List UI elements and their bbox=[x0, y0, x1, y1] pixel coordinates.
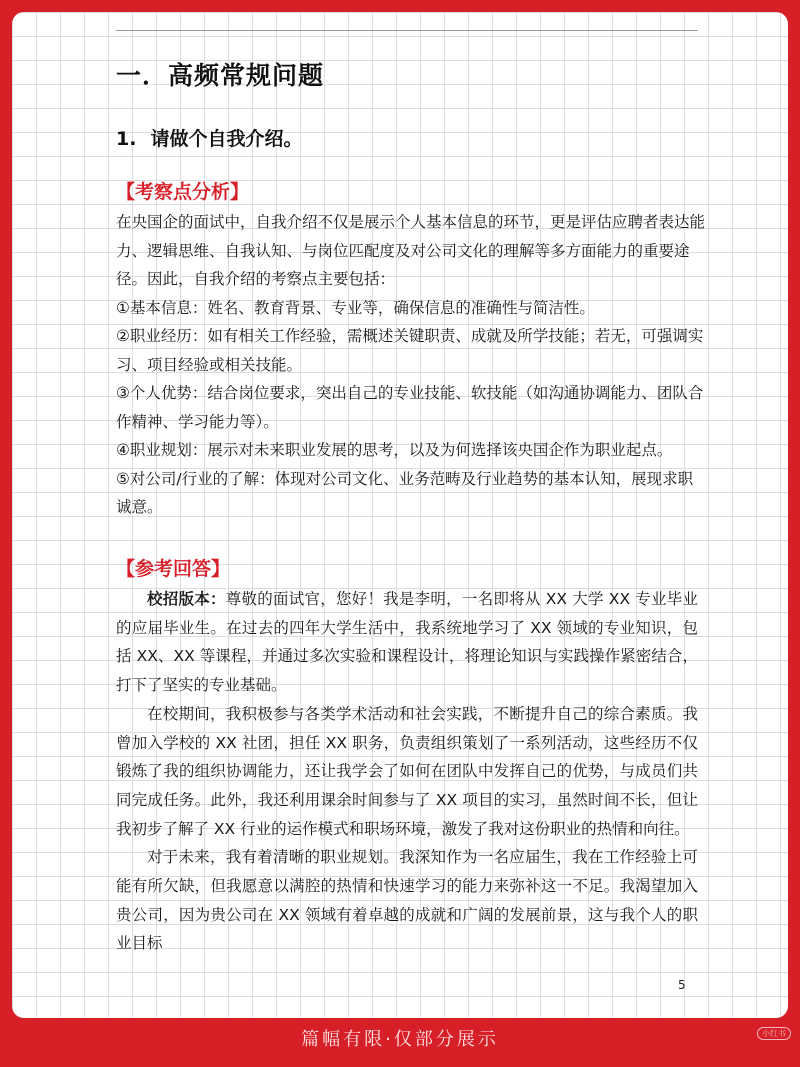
analysis-point: ②职业经历：如有相关工作经验，需概述关键职责、成就及所学技能；若无，可强调实习、项目经验或相关技能。 bbox=[116, 327, 704, 374]
footer-banner: 篇幅有限·仅部分展示 bbox=[301, 1029, 499, 1050]
analysis-point: ①基本信息：姓名、教育背景、专业等，确保信息的准确性与简洁性。 bbox=[116, 298, 595, 317]
header-divider bbox=[116, 30, 698, 31]
analysis-intro: 在央国企的面试中，自我介绍不仅是展示个人基本信息的环节，更是评估应聘者表达能力、逻辑思维、自我认知、与岗位匹配度及对公司文化的理解等多方面能力的重要途径。因此，自我介绍的考察点主要包括： bbox=[116, 213, 706, 288]
reference-title: 【参考回答】 bbox=[116, 558, 231, 580]
answer-version-label: 校招版本： bbox=[147, 590, 226, 608]
watermark-logo: 小红书 bbox=[757, 1027, 791, 1040]
answer-paragraph: 对于未来，我有着清晰的职业规划。我深知作为一名应届生，我在工作经验上可能有所欠缺，但我愿意以满腔的热情和快速学习的能力来弥补这一不足。我渴望加入贵公司，因为贵公司在 XX 领域有着卓越的成就和广阔的发展前景，这与我个人的职业目标 bbox=[116, 848, 698, 953]
analysis-title: 【考察点分析】 bbox=[116, 181, 250, 203]
document-page bbox=[12, 12, 788, 1018]
analysis-point: ④职业规划：展示对未来职业发展的思考，以及为何选择该央国企作为职业起点。 bbox=[116, 441, 673, 459]
answer-paragraph: 校招版本：尊敬的面试官，您好！我是李明，一名即将从 XX 大学 XX 专业毕业的应届毕业生。在过去的四年大学生活中，我系统地学习了 XX 领域的专业知识，包括 XX、XX 等课程，并通过多次实验和课程设计，将理论知识与实践操作紧密结合，打下了坚实的专业基础。 bbox=[116, 590, 698, 695]
question-text: 请做个自我介绍。 bbox=[150, 128, 303, 150]
reference-answer bbox=[116, 585, 698, 958]
section-heading: 一．高频常规问题 bbox=[116, 61, 325, 90]
analysis-point: ⑤对公司/行业的了解：体现对公司文化、业务范畴及行业趋势的基本认知，展现求职诚意。 bbox=[116, 469, 694, 516]
answer-paragraph: 在校期间，我积极参与各类学术活动和社会实践，不断提升自己的综合素质。我曾加入学校的 XX 社团，担任 XX 职务，负责组织策划了一系列活动，这些经历不仅锻炼了我的组织协调能力，还让我学会了如何在团队中发挥自己的优势，与成员们共同完成任务。此外，我还利用课余时间参与了 XX 项目的实习，虽然时间不长，但让我初步了解了 XX 行业的运作模式和职场环境，激发了我对这份职业的热情和向往。 bbox=[116, 704, 698, 838]
analysis-point: ③个人优势：结合岗位要求，突出自己的专业技能、软技能（如沟通协调能力、团队合作精神、学习能力等）。 bbox=[116, 384, 704, 431]
question-title bbox=[116, 124, 302, 151]
question-number: 1. bbox=[116, 128, 137, 150]
page-number: 5 bbox=[678, 978, 686, 992]
analysis-body bbox=[116, 208, 706, 522]
